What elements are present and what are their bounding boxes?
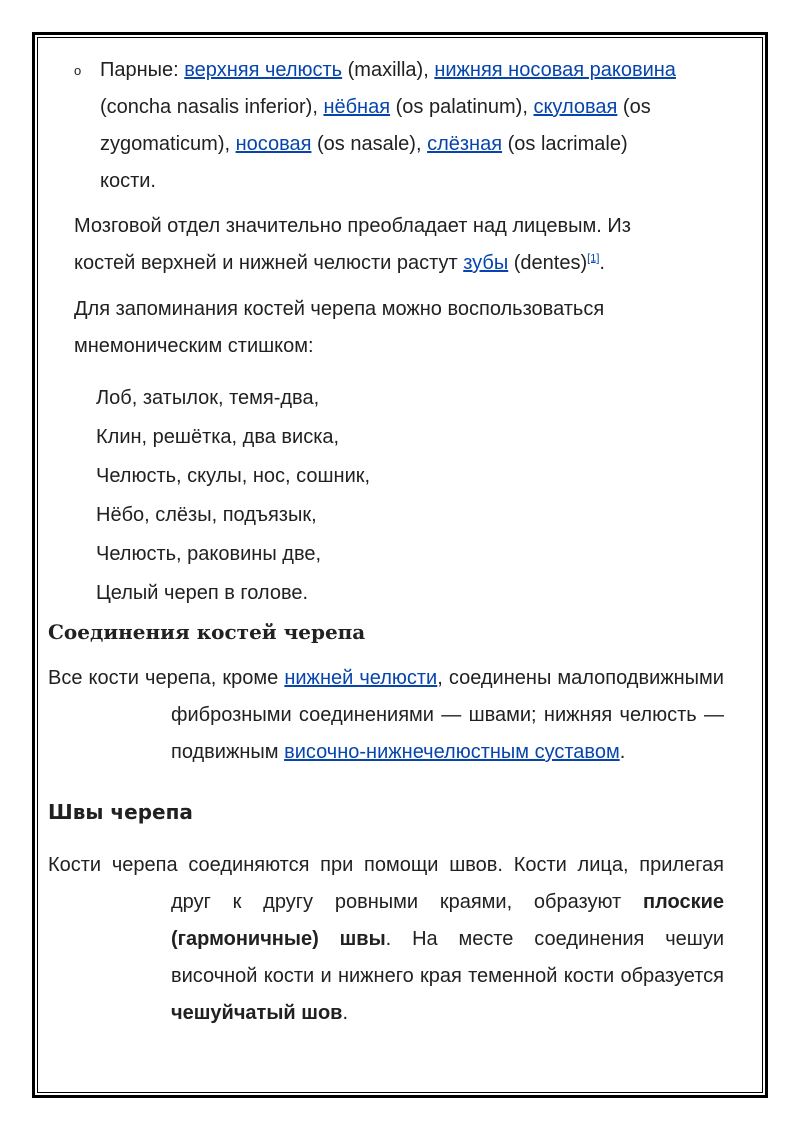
link-lacrimale[interactable]: слёзная bbox=[427, 133, 503, 155]
bold-squamous-suture: чешуйчатый шов bbox=[171, 1002, 343, 1024]
bold-flat-sutures: плоские (гармоничные) швы bbox=[171, 891, 724, 950]
link-tmj[interactable]: височно-нижнечелюстным суставом bbox=[284, 741, 620, 763]
paragraph-cranial-facial bbox=[48, 208, 694, 282]
link-concha[interactable]: нижняя носовая раковина bbox=[434, 59, 676, 81]
link-maxilla[interactable]: верхняя челюсть bbox=[184, 59, 343, 81]
joints-text-3: . bbox=[619, 741, 626, 763]
text-zygomaticum: (os zygomaticum), bbox=[100, 96, 651, 155]
joints-text-2: , соединены малоподвижными фиброзными соединениями — швами; нижняя челюсть — подвижным bbox=[171, 667, 724, 763]
text-lacrimale: (os lacrimale) кости. bbox=[100, 133, 628, 192]
list-prefix: Парные: bbox=[100, 59, 185, 81]
poem-line: Клин, решётка, два виска, bbox=[96, 426, 340, 448]
link-nasale[interactable]: носовая bbox=[235, 133, 312, 155]
article-content bbox=[48, 52, 724, 1024]
reference-link-1[interactable]: [1] bbox=[587, 252, 600, 265]
bullet-marker: o bbox=[74, 63, 82, 78]
text-nasale: (os nasale), bbox=[311, 133, 428, 155]
mnemonic-poem bbox=[48, 379, 724, 613]
link-teeth[interactable]: зубы bbox=[463, 252, 509, 274]
text-maxilla: (maxilla), bbox=[342, 59, 435, 81]
sutures-clip bbox=[48, 847, 724, 1024]
para1-text: Мозговой отдел значительно преобладает над лицевым. Из костей верхней и нижней челюсти растут bbox=[74, 215, 631, 274]
poem-line: Нёбо, слёзы, подъязык, bbox=[96, 504, 317, 526]
poem-line: Челюсть, раковины две, bbox=[96, 543, 322, 565]
section-heading-joints: Соединения костей черепа bbox=[48, 620, 366, 644]
joints-text-1: Все кости черепа, кроме bbox=[48, 667, 285, 689]
sutures-text-2: . На месте соединения чешуи височной кости и нижнего края теменной кости образуется bbox=[171, 928, 724, 987]
link-mandible[interactable]: нижней челюсти bbox=[284, 667, 438, 689]
link-zygomaticum[interactable]: скуловая bbox=[533, 96, 618, 118]
paired-bones-list-item bbox=[48, 52, 676, 200]
sutures-text-3: . bbox=[342, 1002, 349, 1024]
paragraph-mnemonic: Для запоминания костей черепа можно воспользоваться мнемоническим стишком: bbox=[74, 298, 605, 357]
poem-line: Целый череп в голове. bbox=[96, 582, 309, 604]
paragraph-sutures bbox=[48, 847, 724, 1032]
para1-end: . bbox=[599, 252, 605, 274]
poem-line: Лоб, затылок, темя-два, bbox=[96, 387, 320, 409]
poem-line: Челюсть, скулы, нос, сошник, bbox=[96, 465, 371, 487]
section-heading-sutures: Швы черепа bbox=[48, 800, 193, 824]
link-palatinum[interactable]: нёбная bbox=[323, 96, 391, 118]
text-concha: (concha nasalis inferior), bbox=[100, 96, 324, 118]
sutures-text-1: Кости черепа соединяются при помощи швов. Кости лица, прилегая друг к другу ровными краями, образуют bbox=[48, 854, 724, 913]
para1-after: (dentes) bbox=[508, 252, 588, 274]
text-palatinum: (os palatinum), bbox=[390, 96, 534, 118]
paragraph-joints bbox=[48, 660, 724, 771]
